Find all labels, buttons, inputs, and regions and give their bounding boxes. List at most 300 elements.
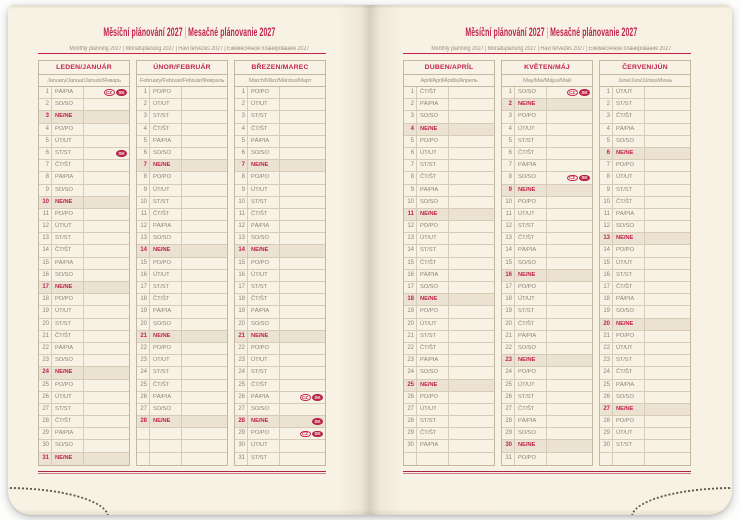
day-row — [404, 197, 494, 209]
weekday-cell: NE/NE — [417, 380, 449, 391]
day-number-cell: 2 — [502, 99, 515, 110]
day-number-cell: 18 — [235, 294, 248, 305]
weekday-cell: PÁ/PIA — [150, 306, 182, 317]
title-separator: | — [184, 27, 187, 39]
day-number-cell: 12 — [600, 221, 613, 232]
day-row — [502, 392, 592, 404]
day-row — [137, 221, 227, 233]
month-subtitle: June/Juni/Június/Июнь — [600, 75, 690, 87]
notes-cell — [449, 87, 494, 98]
weekday-cell: PO/PO — [613, 331, 645, 342]
day-number-cell: 15 — [404, 258, 417, 269]
day-row — [404, 233, 494, 245]
day-number-cell: 4 — [502, 124, 515, 135]
day-row — [39, 440, 129, 452]
notes-cell — [84, 404, 129, 415]
notes-cell — [280, 453, 325, 465]
day-number-cell: 23 — [137, 355, 150, 366]
weekday-cell: SO/SO — [613, 392, 645, 403]
month-name: KVĚTEN/MÁJ — [502, 61, 592, 75]
day-number-cell: 29 — [502, 428, 515, 439]
day-row — [39, 160, 129, 172]
notes-cell — [280, 270, 325, 281]
weekday-cell: ÚT/UT — [417, 233, 449, 244]
notes-cell — [182, 453, 227, 465]
day-row — [600, 270, 690, 282]
month-subtitle: May/Mai/Május/Май — [502, 75, 592, 87]
weekday-cell: ČT/ŠT — [515, 404, 547, 415]
notes-cell — [547, 197, 592, 208]
page-header — [8, 5, 370, 50]
notes-cell — [645, 416, 690, 427]
weekday-cell: ČT/ŠT — [52, 416, 84, 427]
notes-cell — [547, 160, 592, 171]
day-number-cell: 23 — [502, 355, 515, 366]
notes-cell — [182, 258, 227, 269]
weekday-cell: PÁ/PIA — [52, 258, 84, 269]
notes-cell — [449, 343, 494, 354]
day-row — [502, 453, 592, 465]
day-number-cell: 5 — [600, 136, 613, 147]
day-row — [39, 148, 129, 160]
notes-cell — [280, 294, 325, 305]
day-row — [600, 185, 690, 197]
day-row — [235, 404, 325, 416]
day-number-cell: 19 — [600, 306, 613, 317]
day-number-cell: 10 — [502, 197, 515, 208]
day-row — [137, 172, 227, 184]
day-number-cell: 15 — [600, 258, 613, 269]
day-row — [39, 209, 129, 221]
day-row — [502, 124, 592, 136]
notes-cell — [280, 124, 325, 135]
notes-cell — [182, 87, 227, 98]
day-number-cell: 10 — [235, 197, 248, 208]
day-number-cell: 17 — [502, 282, 515, 293]
day-row — [502, 428, 592, 440]
day-number-cell: 21 — [137, 331, 150, 342]
notes-cell — [84, 343, 129, 354]
weekday-cell: PÁ/PIA — [248, 221, 280, 232]
day-number-cell: 7 — [39, 160, 52, 171]
day-row — [39, 306, 129, 318]
notes-cell — [280, 148, 325, 159]
day-row — [39, 294, 129, 306]
notes-cell — [645, 319, 690, 330]
day-number-cell: 20 — [600, 319, 613, 330]
day-number-cell: 2 — [600, 99, 613, 110]
notes-cell — [84, 282, 129, 293]
notes-cell — [547, 392, 592, 403]
day-row — [137, 209, 227, 221]
day-row — [600, 367, 690, 379]
day-number-cell: 16 — [404, 270, 417, 281]
empty-day-row — [404, 453, 494, 465]
weekday-cell: ČT/ŠT — [52, 331, 84, 342]
day-number-cell: 19 — [39, 306, 52, 317]
weekday-cell: NE/NE — [613, 233, 645, 244]
notes-cell — [645, 270, 690, 281]
day-number-cell: 16 — [502, 270, 515, 281]
day-row — [235, 282, 325, 294]
weekday-cell: ČT/ŠT — [150, 380, 182, 391]
weekday-cell: ST/ST — [248, 197, 280, 208]
notes-cell — [645, 294, 690, 305]
day-row — [600, 258, 690, 270]
day-number-cell: 10 — [404, 197, 417, 208]
notes-cell — [84, 380, 129, 391]
day-row — [404, 87, 494, 99]
weekday-cell: SO/SO — [515, 343, 547, 354]
notes-cell — [84, 160, 129, 171]
day-row — [235, 172, 325, 184]
day-row — [404, 221, 494, 233]
day-row — [235, 416, 325, 428]
day-row — [235, 99, 325, 111]
weekday-cell: PO/PO — [248, 428, 280, 439]
day-row — [502, 416, 592, 428]
notes-cell — [547, 380, 592, 391]
weekday-cell: ST/ST — [150, 111, 182, 122]
day-number-cell: 24 — [39, 367, 52, 378]
day-number-cell: 21 — [235, 331, 248, 342]
month-name: ČERVEN/JÚN — [600, 61, 690, 75]
day-row — [404, 148, 494, 160]
weekday-cell: NE/NE — [248, 331, 280, 342]
day-row — [502, 87, 592, 99]
day-number-cell: 29 — [39, 428, 52, 439]
day-row — [137, 294, 227, 306]
day-row — [235, 306, 325, 318]
day-row — [600, 343, 690, 355]
day-number-cell: 8 — [600, 172, 613, 183]
notes-cell — [449, 282, 494, 293]
notes-cell — [449, 148, 494, 159]
weekday-cell: SO/SO — [150, 233, 182, 244]
day-row — [235, 258, 325, 270]
notes-cell — [547, 185, 592, 196]
notes-cell — [645, 233, 690, 244]
weekday-cell: PO/PO — [248, 343, 280, 354]
day-row — [39, 367, 129, 379]
notes-cell — [182, 392, 227, 403]
day-number-cell: 11 — [600, 209, 613, 220]
day-number-cell: 16 — [39, 270, 52, 281]
notes-cell — [645, 404, 690, 415]
notes-cell — [449, 270, 494, 281]
weekday-cell: NE/NE — [248, 416, 280, 427]
month-column — [136, 60, 228, 466]
day-number-cell: 29 — [235, 428, 248, 439]
day-row — [600, 331, 690, 343]
notes-cell — [84, 355, 129, 366]
weekday-cell: ÚT/UT — [515, 209, 547, 220]
notes-cell — [84, 453, 129, 465]
empty-day-row — [600, 453, 690, 465]
empty-day-row — [137, 440, 227, 452]
notes-cell — [547, 124, 592, 135]
day-row — [235, 428, 325, 440]
day-row — [600, 440, 690, 452]
day-number-cell: 5 — [39, 136, 52, 147]
day-number-cell: 13 — [235, 233, 248, 244]
day-row — [137, 185, 227, 197]
empty-day-row — [137, 453, 227, 465]
day-number-cell: 18 — [404, 294, 417, 305]
notes-cell — [547, 172, 592, 183]
day-row — [137, 282, 227, 294]
notes-cell — [645, 245, 690, 256]
weekday-cell: PÁ/PIA — [150, 392, 182, 403]
day-number-cell: 14 — [39, 245, 52, 256]
weekday-cell: NE/NE — [150, 416, 182, 427]
weekday-cell: PO/PO — [515, 197, 547, 208]
day-number-cell: 2 — [404, 99, 417, 110]
day-row — [235, 331, 325, 343]
day-number-cell: 14 — [404, 245, 417, 256]
day-number-cell: 15 — [39, 258, 52, 269]
weekday-cell: ÚT/UT — [515, 124, 547, 135]
weekday-cell: PO/PO — [417, 392, 449, 403]
weekday-cell: NE/NE — [52, 453, 84, 465]
page-subtitle: Monthly planning 2027 | Monatsplanung 2027 | Havi tervezés 2027 | Ежемесячное планирование 2027 — [69, 46, 309, 52]
notes-cell — [280, 355, 325, 366]
notes-cell — [280, 319, 325, 330]
day-row — [502, 233, 592, 245]
day-number-cell: 20 — [502, 319, 515, 330]
day-number-cell: 10 — [600, 197, 613, 208]
months-row — [403, 60, 691, 466]
day-row — [39, 245, 129, 257]
notes-cell — [645, 282, 690, 293]
weekday-cell: PÁ/PIA — [52, 172, 84, 183]
day-row — [600, 245, 690, 257]
weekday-cell: ÚT/UT — [417, 319, 449, 330]
day-number-cell: 23 — [39, 355, 52, 366]
notes-cell — [645, 172, 690, 183]
day-number-cell — [600, 453, 613, 465]
notes-cell — [84, 367, 129, 378]
notes-cell — [547, 87, 592, 98]
day-number-cell: 1 — [137, 87, 150, 98]
notes-cell — [449, 197, 494, 208]
day-number-cell: 24 — [404, 367, 417, 378]
day-row — [137, 404, 227, 416]
notes-cell — [645, 306, 690, 317]
weekday-cell: PÁ/PIA — [417, 99, 449, 110]
weekday-cell — [150, 428, 182, 439]
notes-cell — [547, 221, 592, 232]
weekday-cell: PÁ/PIA — [248, 392, 280, 403]
notes-cell — [645, 111, 690, 122]
weekday-cell: PO/PO — [150, 87, 182, 98]
weekday-cell: SO/SO — [613, 221, 645, 232]
cz-holiday-badge-icon: CZ — [567, 89, 578, 96]
notes-cell — [547, 294, 592, 305]
day-row — [600, 380, 690, 392]
day-row — [137, 124, 227, 136]
notes-cell — [547, 331, 592, 342]
month-column — [38, 60, 130, 466]
day-row — [502, 185, 592, 197]
day-number-cell: 5 — [235, 136, 248, 147]
notes-cell — [84, 197, 129, 208]
weekday-cell: ČT/ŠT — [150, 209, 182, 220]
title-slovak: Mesačné plánovanie 2027 — [549, 27, 637, 39]
weekday-cell: ST/ST — [613, 270, 645, 281]
weekday-cell: PO/PO — [515, 453, 547, 465]
weekday-cell: SO/SO — [613, 136, 645, 147]
weekday-cell: ÚT/UT — [613, 172, 645, 183]
day-row — [235, 197, 325, 209]
notes-cell — [547, 355, 592, 366]
notes-cell — [84, 319, 129, 330]
notes-cell — [645, 221, 690, 232]
weekday-cell: SO/SO — [52, 355, 84, 366]
weekday-cell: PÁ/PIA — [613, 380, 645, 391]
notes-cell — [182, 99, 227, 110]
day-number-cell: 31 — [235, 453, 248, 465]
day-number-cell: 29 — [404, 428, 417, 439]
notes-cell — [84, 331, 129, 342]
cz-holiday-badge-icon: CZ — [567, 175, 578, 182]
notes-cell — [547, 148, 592, 159]
notes-cell — [547, 416, 592, 427]
weekday-cell: NE/NE — [515, 355, 547, 366]
notes-cell — [182, 111, 227, 122]
weekday-cell: ST/ST — [417, 245, 449, 256]
day-number-cell: 11 — [502, 209, 515, 220]
weekday-cell: PO/PO — [150, 343, 182, 354]
day-row — [137, 380, 227, 392]
notes-cell — [84, 440, 129, 451]
sk-holiday-badge-icon: SK — [579, 175, 590, 182]
title-slovak: Mesačné plánovanie 2027 — [187, 27, 275, 39]
day-number-cell: 6 — [502, 148, 515, 159]
notes-cell — [547, 453, 592, 465]
day-row — [502, 404, 592, 416]
weekday-cell: PO/PO — [417, 136, 449, 147]
day-number-cell: 2 — [39, 99, 52, 110]
day-row — [137, 233, 227, 245]
month-column — [599, 60, 691, 466]
notes-cell — [449, 136, 494, 147]
month-subtitle: April/April/Április/Апрель — [404, 75, 494, 87]
day-number-cell: 15 — [137, 258, 150, 269]
day-number-cell: 23 — [404, 355, 417, 366]
day-number-cell: 12 — [235, 221, 248, 232]
day-row — [502, 367, 592, 379]
weekday-cell: SO/SO — [417, 111, 449, 122]
weekday-cell: ČT/ŠT — [417, 428, 449, 439]
day-number-cell: 21 — [502, 331, 515, 342]
day-number-cell: 22 — [137, 343, 150, 354]
day-row — [137, 136, 227, 148]
notes-cell — [449, 160, 494, 171]
day-row — [235, 160, 325, 172]
page-title — [8, 25, 370, 39]
day-number-cell: 19 — [502, 306, 515, 317]
day-number-cell: 22 — [235, 343, 248, 354]
notes-cell — [182, 440, 227, 451]
day-row — [39, 355, 129, 367]
day-row — [404, 160, 494, 172]
day-number-cell: 26 — [39, 392, 52, 403]
day-number-cell: 16 — [600, 270, 613, 281]
weekday-cell: ČT/ŠT — [515, 233, 547, 244]
notes-cell — [84, 111, 129, 122]
day-row — [404, 136, 494, 148]
day-row — [502, 440, 592, 452]
weekday-cell: ÚT/UT — [248, 99, 280, 110]
day-number-cell: 24 — [235, 367, 248, 378]
day-row — [600, 428, 690, 440]
day-row — [502, 306, 592, 318]
day-row — [404, 209, 494, 221]
day-number-cell: 30 — [502, 440, 515, 451]
weekday-cell: PÁ/PIA — [613, 209, 645, 220]
weekday-cell: NE/NE — [515, 270, 547, 281]
notes-cell — [84, 99, 129, 110]
day-row — [502, 99, 592, 111]
day-row — [404, 416, 494, 428]
day-number-cell: 6 — [404, 148, 417, 159]
day-row — [600, 124, 690, 136]
notes-cell — [449, 245, 494, 256]
day-row — [39, 319, 129, 331]
weekday-cell: ST/ST — [52, 404, 84, 415]
weekday-cell: ČT/ŠT — [417, 172, 449, 183]
notes-cell — [547, 258, 592, 269]
day-row — [404, 440, 494, 452]
weekday-cell: SO/SO — [613, 306, 645, 317]
weekday-cell — [417, 453, 449, 465]
day-number-cell: 22 — [39, 343, 52, 354]
day-row — [235, 136, 325, 148]
day-number-cell: 13 — [502, 233, 515, 244]
day-row — [235, 392, 325, 404]
weekday-cell: ÚT/UT — [613, 428, 645, 439]
month-column — [234, 60, 326, 466]
notes-cell — [280, 209, 325, 220]
weekday-cell: NE/NE — [52, 111, 84, 122]
notes-cell — [449, 319, 494, 330]
weekday-cell: ÚT/UT — [248, 270, 280, 281]
weekday-cell: SO/SO — [515, 172, 547, 183]
month-subtitle: March/März/Március/Март — [235, 75, 325, 87]
day-row — [404, 270, 494, 282]
weekday-cell: ST/ST — [52, 233, 84, 244]
weekday-cell: SO/SO — [52, 440, 84, 451]
weekday-cell: ÚT/UT — [613, 87, 645, 98]
day-number-cell: 11 — [235, 209, 248, 220]
day-number-cell: 6 — [235, 148, 248, 159]
day-row — [39, 331, 129, 343]
day-number-cell: 25 — [137, 380, 150, 391]
weekday-cell: ČT/ŠT — [417, 258, 449, 269]
notes-cell — [182, 233, 227, 244]
day-number-cell: 7 — [235, 160, 248, 171]
day-number-cell: 26 — [235, 392, 248, 403]
weekday-cell: ST/ST — [515, 306, 547, 317]
day-row — [600, 416, 690, 428]
notes-cell — [280, 233, 325, 244]
weekday-cell: PO/PO — [613, 245, 645, 256]
day-number-cell: 22 — [600, 343, 613, 354]
day-number-cell: 9 — [600, 185, 613, 196]
notes-cell — [84, 270, 129, 281]
weekday-cell: ÚT/UT — [150, 99, 182, 110]
